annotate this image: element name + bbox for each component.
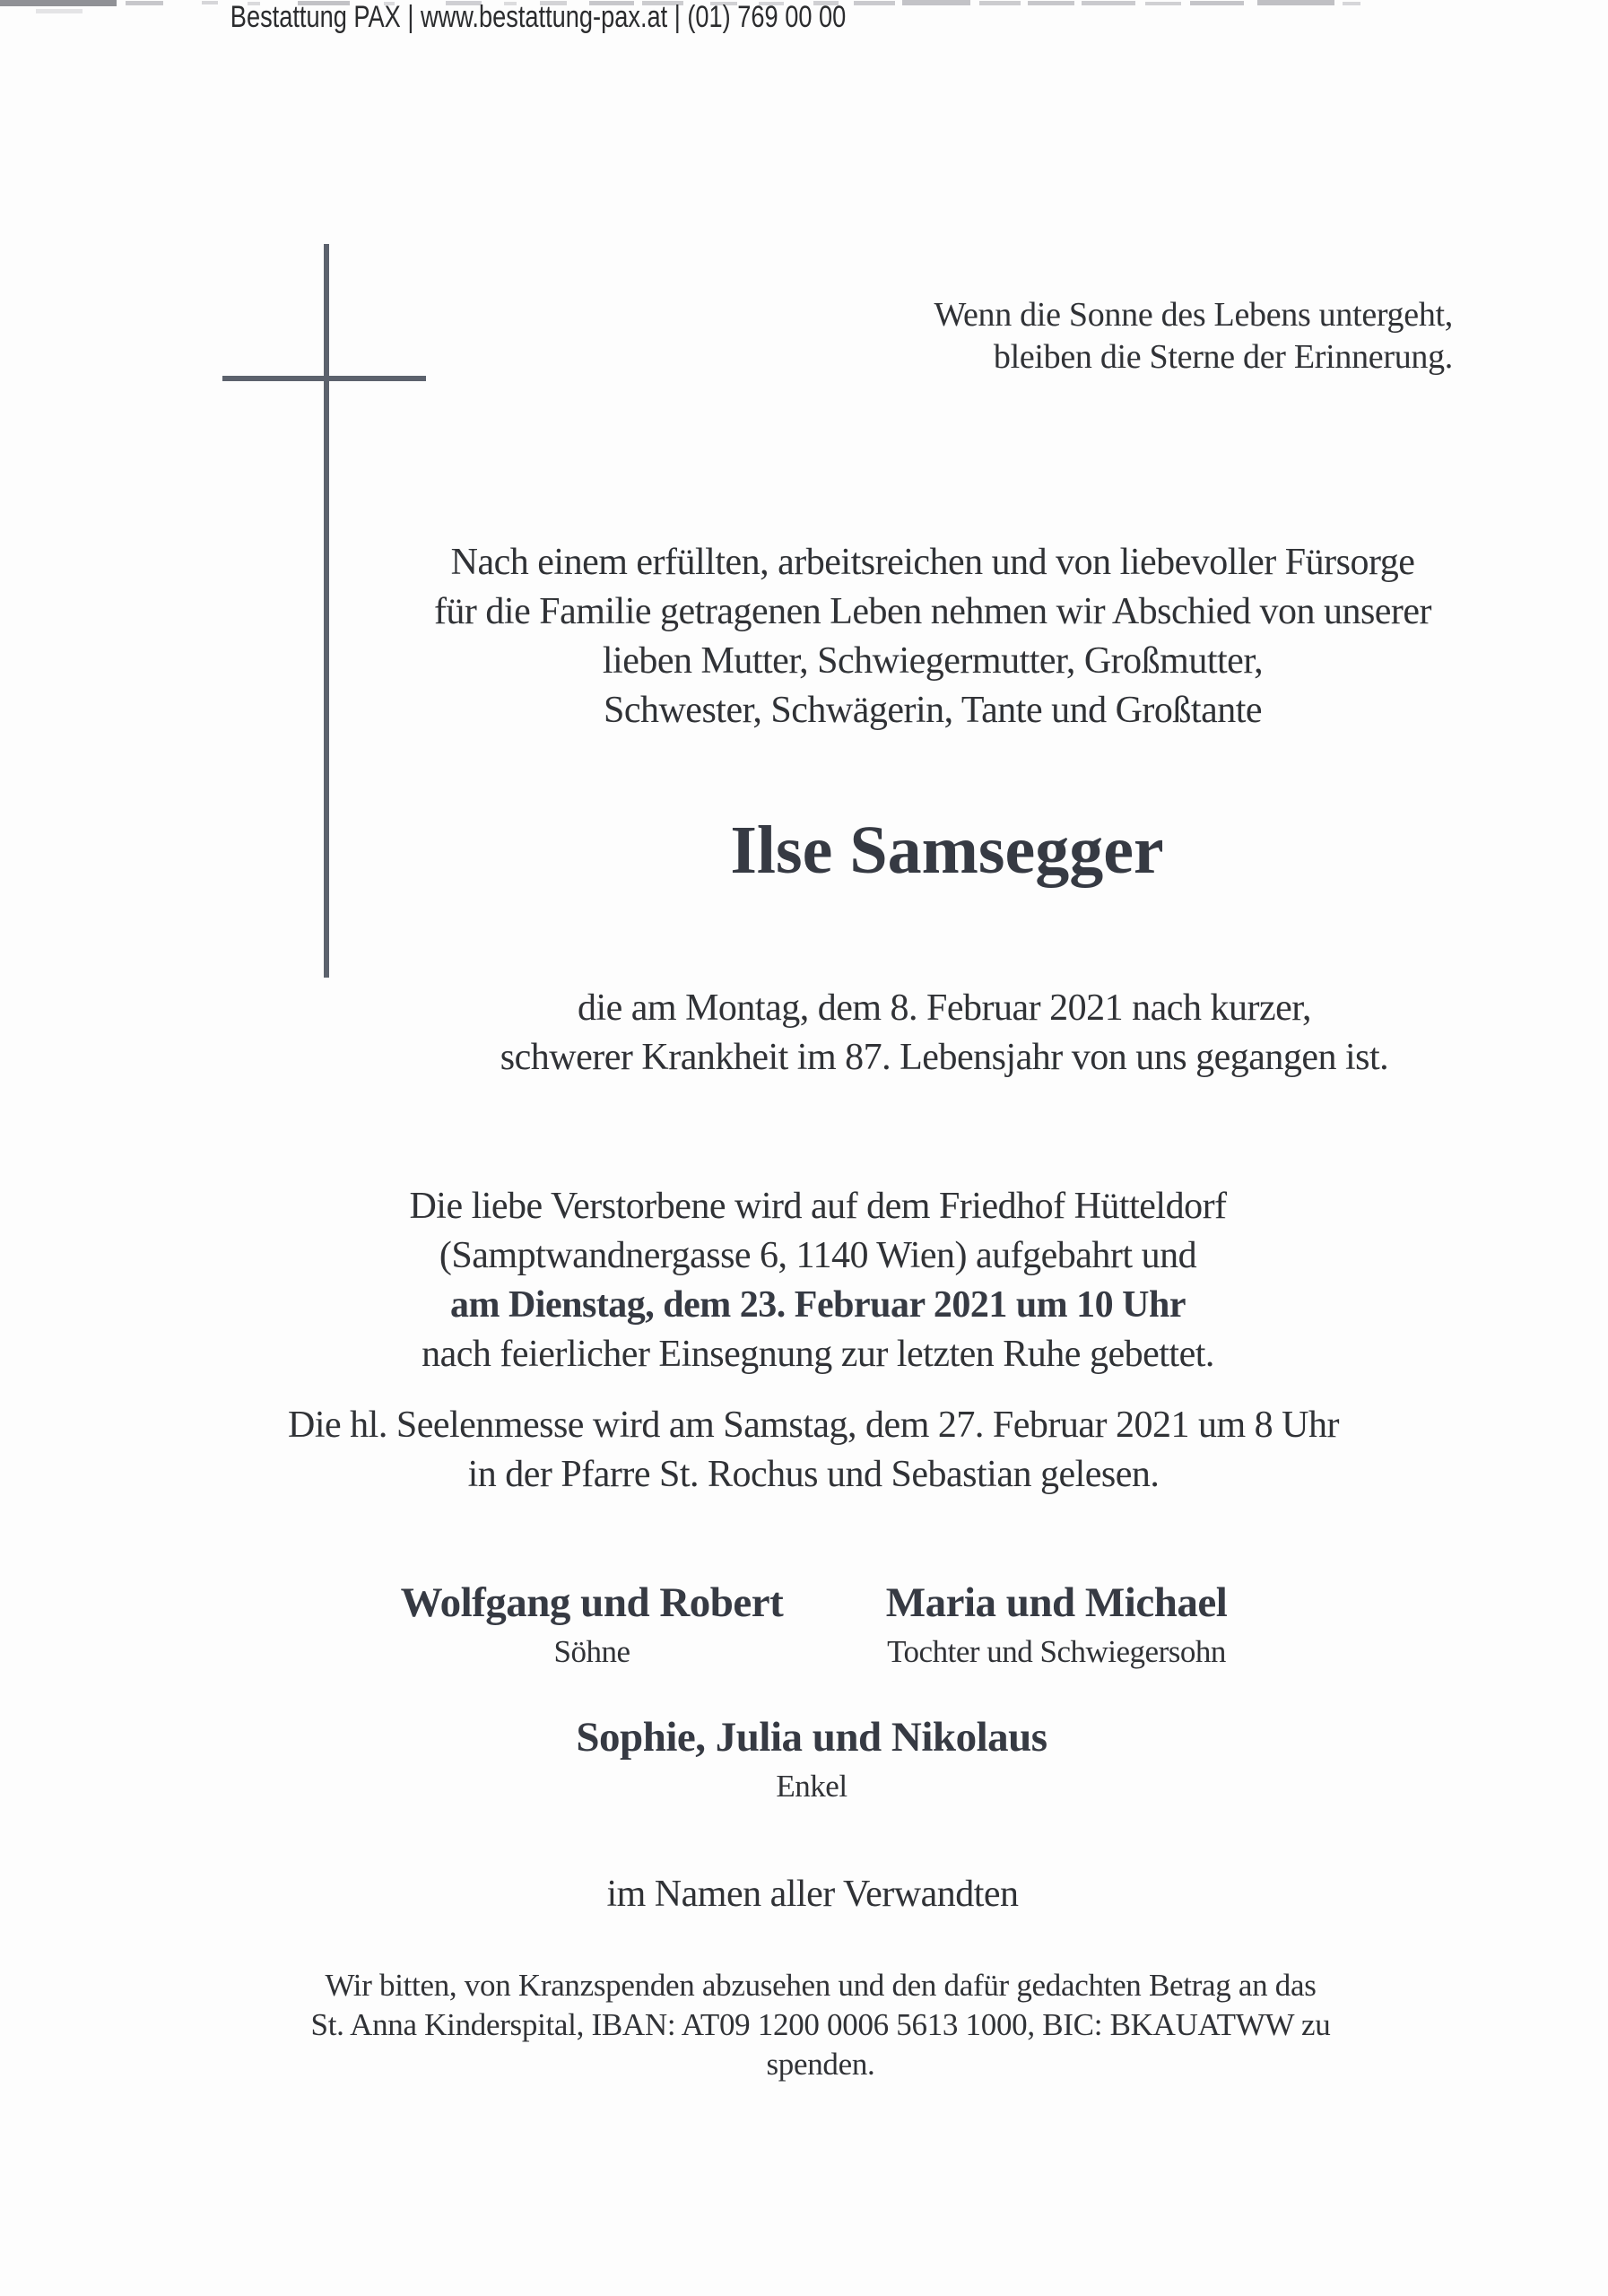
mass-line: in der Pfarre St. Rochus und Sebastian gelesen.	[467, 1454, 1160, 1495]
passing-text	[406, 984, 1482, 1083]
quote-line: bleiben die Sterne der Erinnerung.	[993, 338, 1453, 376]
mourner-names: Sophie, Julia und Nikolaus	[576, 1714, 1047, 1761]
mourner-names: Wolfgang und Robert	[400, 1579, 784, 1626]
funeral-line: (Samptwandnergasse 6, 1140 Wien) aufgebahrt und	[439, 1235, 1197, 1276]
intro-line: Nach einem erfüllten, arbeitsreichen und von liebevoller Fürsorge	[450, 542, 1415, 583]
donation-line: St. Anna Kinderspital, IBAN: AT09 1200 0006 5613 1000, BIC: BKAUATWW zu spenden.	[310, 2007, 1331, 2082]
quote-line: Wenn die Sonne des Lebens untergeht,	[934, 296, 1453, 334]
funeral-home-contact: Bestattung PAX | www.bestattung-pax.at | (01) 769 00 00	[230, 0, 847, 34]
cross-horizontal-bar	[222, 376, 426, 381]
mass-line: Die hl. Seelenmesse wird am Samstag, dem 27. Februar 2021 um 8 Uhr	[288, 1405, 1339, 1446]
memorial-quote	[735, 294, 1453, 378]
mourners-daughter	[832, 1577, 1281, 1670]
funeral-line: nach feierlicher Einsegnung zur letzten Ruhe gebettet.	[422, 1334, 1214, 1375]
closing-line: im Namen aller Verwandten	[606, 1874, 1019, 1915]
funeral-details	[280, 1182, 1356, 1379]
mourner-names: Maria und Michael	[885, 1579, 1228, 1626]
passing-line: die am Montag, dem 8. Februar 2021 nach kurzer,	[577, 987, 1312, 1029]
mourners-sons	[368, 1577, 816, 1670]
passing-line: schwerer Krankheit im 87. Lebensjahr von uns gegangen ist.	[500, 1037, 1389, 1078]
mourners-grandchildren	[274, 1711, 1350, 1805]
donation-request	[282, 1966, 1359, 2084]
intro-line: für die Familie getragenen Leben nehmen wir Abschied von unserer	[433, 591, 1432, 632]
donation-line: Wir bitten, von Kranzspenden abzusehen und den dafür gedachten Betrag an das	[325, 1968, 1317, 2003]
cross-vertical-bar	[324, 244, 329, 978]
funeral-line: Die liebe Verstorbene wird auf dem Friedhof Hütteldorf	[409, 1186, 1227, 1227]
mourner-relation: Enkel	[776, 1769, 847, 1804]
deceased-name: Ilse Samsegger	[730, 813, 1164, 888]
mourner-relation: Söhne	[553, 1634, 630, 1669]
funeral-date-line: am Dienstag, dem 23. Februar 2021 um 10 Uhr	[449, 1284, 1186, 1326]
intro-text	[395, 538, 1471, 735]
mourner-relation: Tochter und Schwiegersohn	[887, 1634, 1226, 1669]
mass-details	[275, 1401, 1352, 1500]
intro-line: lieben Mutter, Schwiegermutter, Großmutter,	[602, 640, 1264, 682]
intro-line: Schwester, Schwägerin, Tante und Großtante	[603, 690, 1263, 731]
